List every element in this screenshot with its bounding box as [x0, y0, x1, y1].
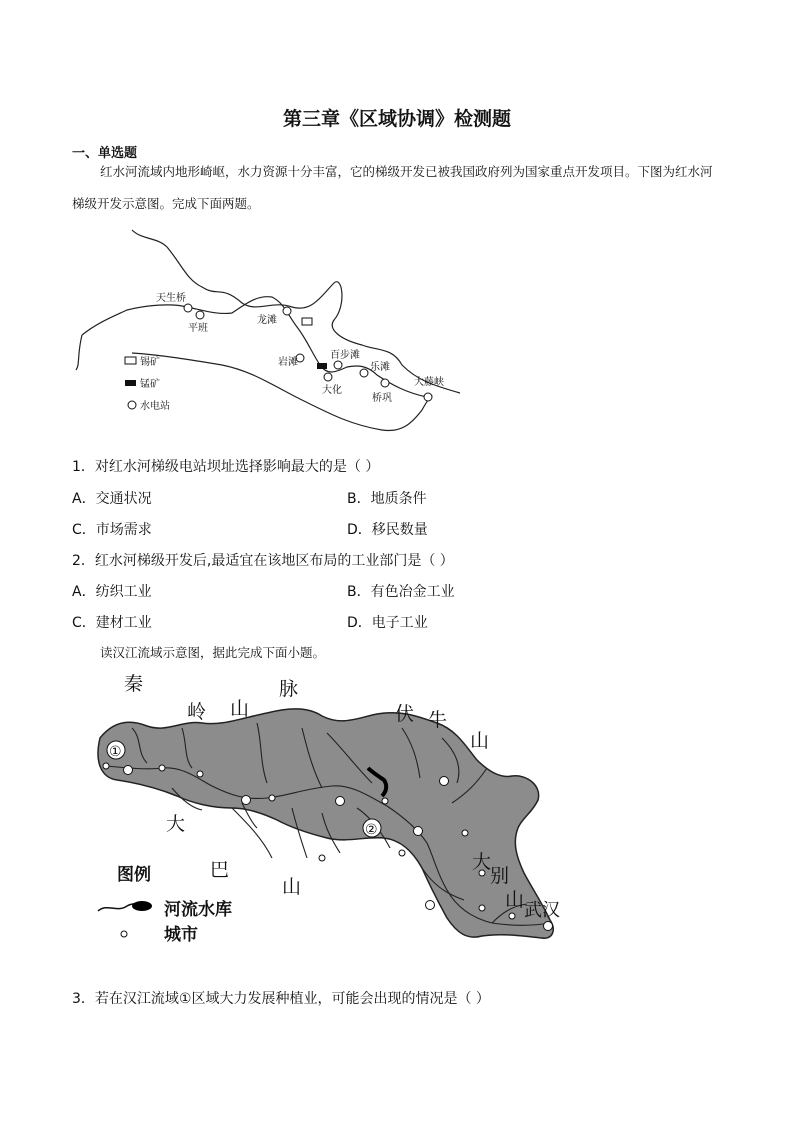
- place-pingban: 平班: [188, 323, 208, 334]
- label-da-1: 大: [166, 813, 186, 835]
- question-1: 1．对红水河梯级电站坝址选择影响最大的是（ ）: [72, 459, 380, 475]
- legend-title: 图例: [117, 865, 151, 885]
- place-yantan: 岩滩: [278, 357, 298, 368]
- q1-option-b[interactable]: B．地质条件: [347, 491, 427, 507]
- label-niu: 牛: [428, 709, 448, 731]
- hanjiang-basin-map: [72, 668, 572, 973]
- label-bie: 别: [490, 865, 510, 887]
- page-title: 第三章《区域协调》检测题: [282, 108, 511, 130]
- q1-option-c[interactable]: C．市场需求: [72, 522, 152, 538]
- label-shan-3: 山: [282, 876, 302, 898]
- q2-option-a[interactable]: A．纺织工业: [72, 584, 152, 600]
- place-dahua: 大化: [322, 385, 342, 396]
- region-1-label: ①: [109, 744, 122, 760]
- place-longtan: 龙滩: [257, 315, 277, 326]
- place-datengxia: 大藤峡: [414, 377, 444, 388]
- label-mai: 脉: [279, 678, 299, 700]
- hongshui-river-map: [72, 225, 467, 445]
- q1-option-d[interactable]: D．移民数量: [347, 522, 428, 538]
- label-shan-2: 山: [470, 730, 490, 752]
- label-shan-1: 山: [230, 698, 250, 720]
- passage-1: 红水河流域内地形崎岖，水力资源十分丰富，它的梯级开发已被我国政府列为国家重点开发项目。下图为红水河梯级开发示意图。完成下面两题。: [72, 164, 713, 211]
- question-3: 3．若在汉江流域①区域大力发展种植业，可能会出现的情况是（ ）: [72, 991, 490, 1007]
- legend-river-reservoir: 河流水库: [164, 900, 232, 920]
- label-fu: 伏: [395, 703, 415, 725]
- label-da-2: 大: [472, 851, 492, 873]
- label-shan-4: 山: [505, 889, 525, 911]
- label-ba: 巴: [210, 859, 230, 881]
- place-tianshengqiao: 天生桥: [156, 293, 186, 304]
- section-heading: 一、单选题: [72, 146, 138, 161]
- legend-manganese: 锰矿: [140, 379, 160, 390]
- legend-hydro: 水电站: [140, 401, 170, 412]
- legend-city: 城市: [164, 925, 198, 945]
- legend-tin: 锡矿: [140, 357, 160, 368]
- question-2: 2．红水河梯级开发后,最适宜在该地区布局的工业部门是（ ）: [72, 553, 454, 569]
- q2-option-c[interactable]: C．建材工业: [72, 615, 152, 631]
- q2-option-d[interactable]: D．电子工业: [347, 615, 428, 631]
- place-letan: 乐滩: [370, 362, 390, 373]
- label-qin: 秦: [124, 673, 144, 695]
- passage-2: 读汉江流域示意图，据此完成下面小题。: [100, 645, 326, 660]
- label-wuhan: 武汉: [524, 900, 560, 921]
- place-qiaogong: 桥巩: [372, 393, 392, 404]
- q2-option-b[interactable]: B．有色冶金工业: [347, 584, 455, 600]
- region-2-label: ②: [365, 822, 378, 838]
- place-baibutan: 百步滩: [330, 350, 360, 361]
- q1-option-a[interactable]: A．交通状况: [72, 491, 152, 507]
- label-ling: 岭: [187, 701, 207, 723]
